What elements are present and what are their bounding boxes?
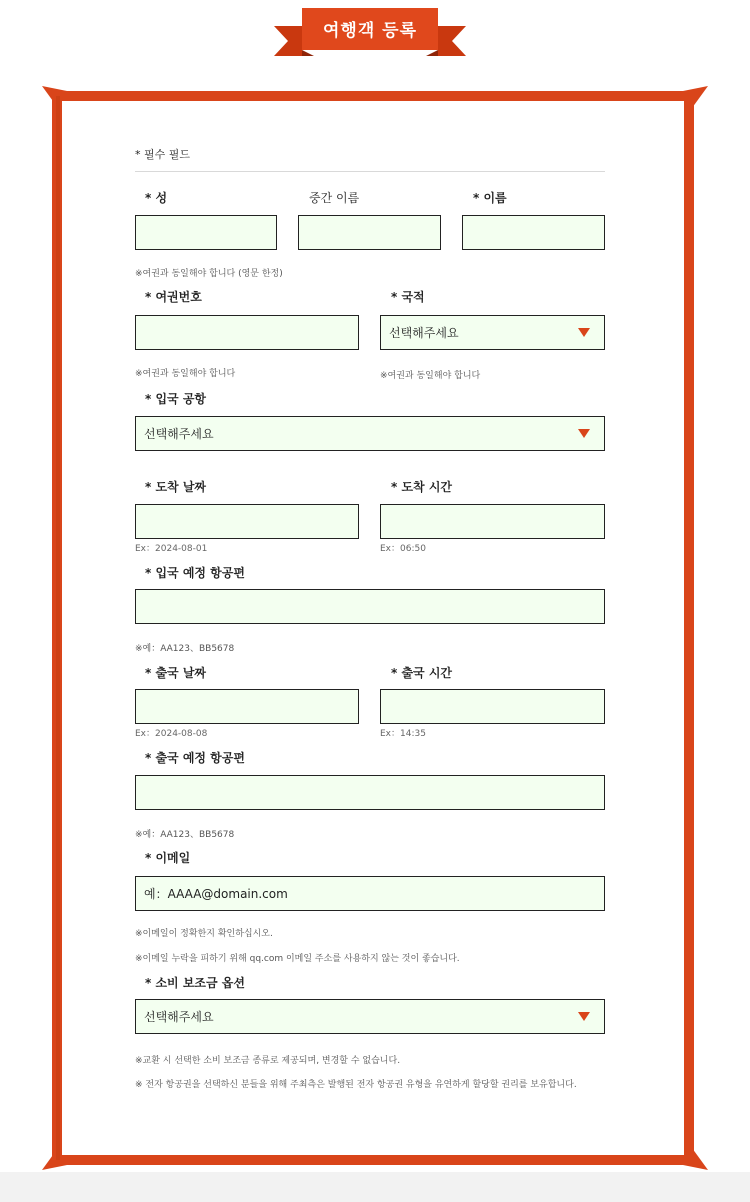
- arrival-date-example: Ex：2024-08-01: [135, 544, 208, 554]
- middle-name-input[interactable]: [298, 215, 441, 250]
- email-input[interactable]: [135, 876, 605, 911]
- arrival-time-label: * 도착 시간: [391, 480, 452, 494]
- entry-airport-label: * 입국 공항: [145, 392, 206, 406]
- subsidy-label: * 소비 보조금 옵션: [145, 976, 245, 990]
- subsidy-hint-eticket: ※ 전자 항공권을 선택하신 분들을 위해 주최측은 발행된 전자 항공권 유형을 유연하게 할당할 권리를 보유합니다.: [135, 1080, 577, 1090]
- nationality-label: * 국적: [391, 290, 425, 304]
- chevron-down-icon: [578, 328, 590, 337]
- first-name-input[interactable]: [462, 215, 605, 250]
- email-label: * 이메일: [145, 851, 191, 865]
- departure-date-label: * 출국 날짜: [145, 666, 206, 680]
- entry-flight-label: * 입국 예정 항공편: [145, 566, 245, 580]
- entry-flight-input[interactable]: [135, 589, 605, 624]
- last-name-input[interactable]: [135, 215, 277, 250]
- departure-flight-label: * 출국 예정 항공편: [145, 751, 245, 765]
- last-name-label: * 성: [145, 191, 168, 205]
- email-hint-qq: ※이메일 누락을 피하기 위해 qq.com 이메일 주소를 사용하지 않는 것이 좋습니다.: [135, 954, 460, 964]
- arrival-time-example: Ex：06:50: [380, 544, 426, 554]
- arrival-time-input[interactable]: [380, 504, 605, 539]
- departure-time-example: Ex：14:35: [380, 729, 426, 739]
- departure-date-input[interactable]: [135, 689, 359, 724]
- nationality-selected-value: 선택해주세요: [389, 326, 459, 340]
- chevron-down-icon: [578, 429, 590, 438]
- nationality-hint: ※여권과 동일해야 합니다: [380, 371, 481, 381]
- departure-time-input[interactable]: [380, 689, 605, 724]
- departure-time-label: * 출국 시간: [391, 666, 452, 680]
- passport-input[interactable]: [135, 315, 359, 350]
- arrival-date-label: * 도착 날짜: [145, 480, 206, 494]
- entry-airport-select[interactable]: [135, 416, 605, 451]
- form-panel: [62, 101, 684, 1155]
- page-title: 여행객 등록: [322, 20, 418, 41]
- departure-flight-input[interactable]: [135, 775, 605, 810]
- nationality-select[interactable]: [380, 315, 605, 350]
- middle-name-label: 중간 이름: [309, 191, 360, 205]
- passport-hint: ※여권과 동일해야 합니다: [135, 369, 236, 379]
- passport-label: * 여권번호: [145, 290, 202, 304]
- subsidy-select[interactable]: [135, 999, 605, 1034]
- email-hint-accuracy: ※이메일이 정확한지 확인하십시오.: [135, 929, 273, 939]
- departure-flight-hint: ※예：AA123、BB5678: [135, 830, 235, 840]
- entry-airport-selected-value: 선택해주세요: [144, 427, 214, 441]
- subsidy-hint-exchange: ※교환 시 선택한 소비 보조금 종류로 제공되며, 변경할 수 없습니다.: [135, 1056, 401, 1066]
- required-fields-note: * 필수 필드: [135, 148, 190, 161]
- departure-date-example: Ex：2024-08-08: [135, 729, 208, 739]
- first-name-label: * 이름: [473, 191, 507, 205]
- name-hint: ※여권과 동일해야 합니다 (영문 한정): [135, 269, 283, 279]
- subsidy-selected-value: 선택해주세요: [144, 1010, 214, 1024]
- arrival-date-input[interactable]: [135, 504, 359, 539]
- entry-flight-hint: ※예：AA123、BB5678: [135, 644, 235, 654]
- chevron-down-icon: [578, 1012, 590, 1021]
- section-divider: [135, 171, 605, 172]
